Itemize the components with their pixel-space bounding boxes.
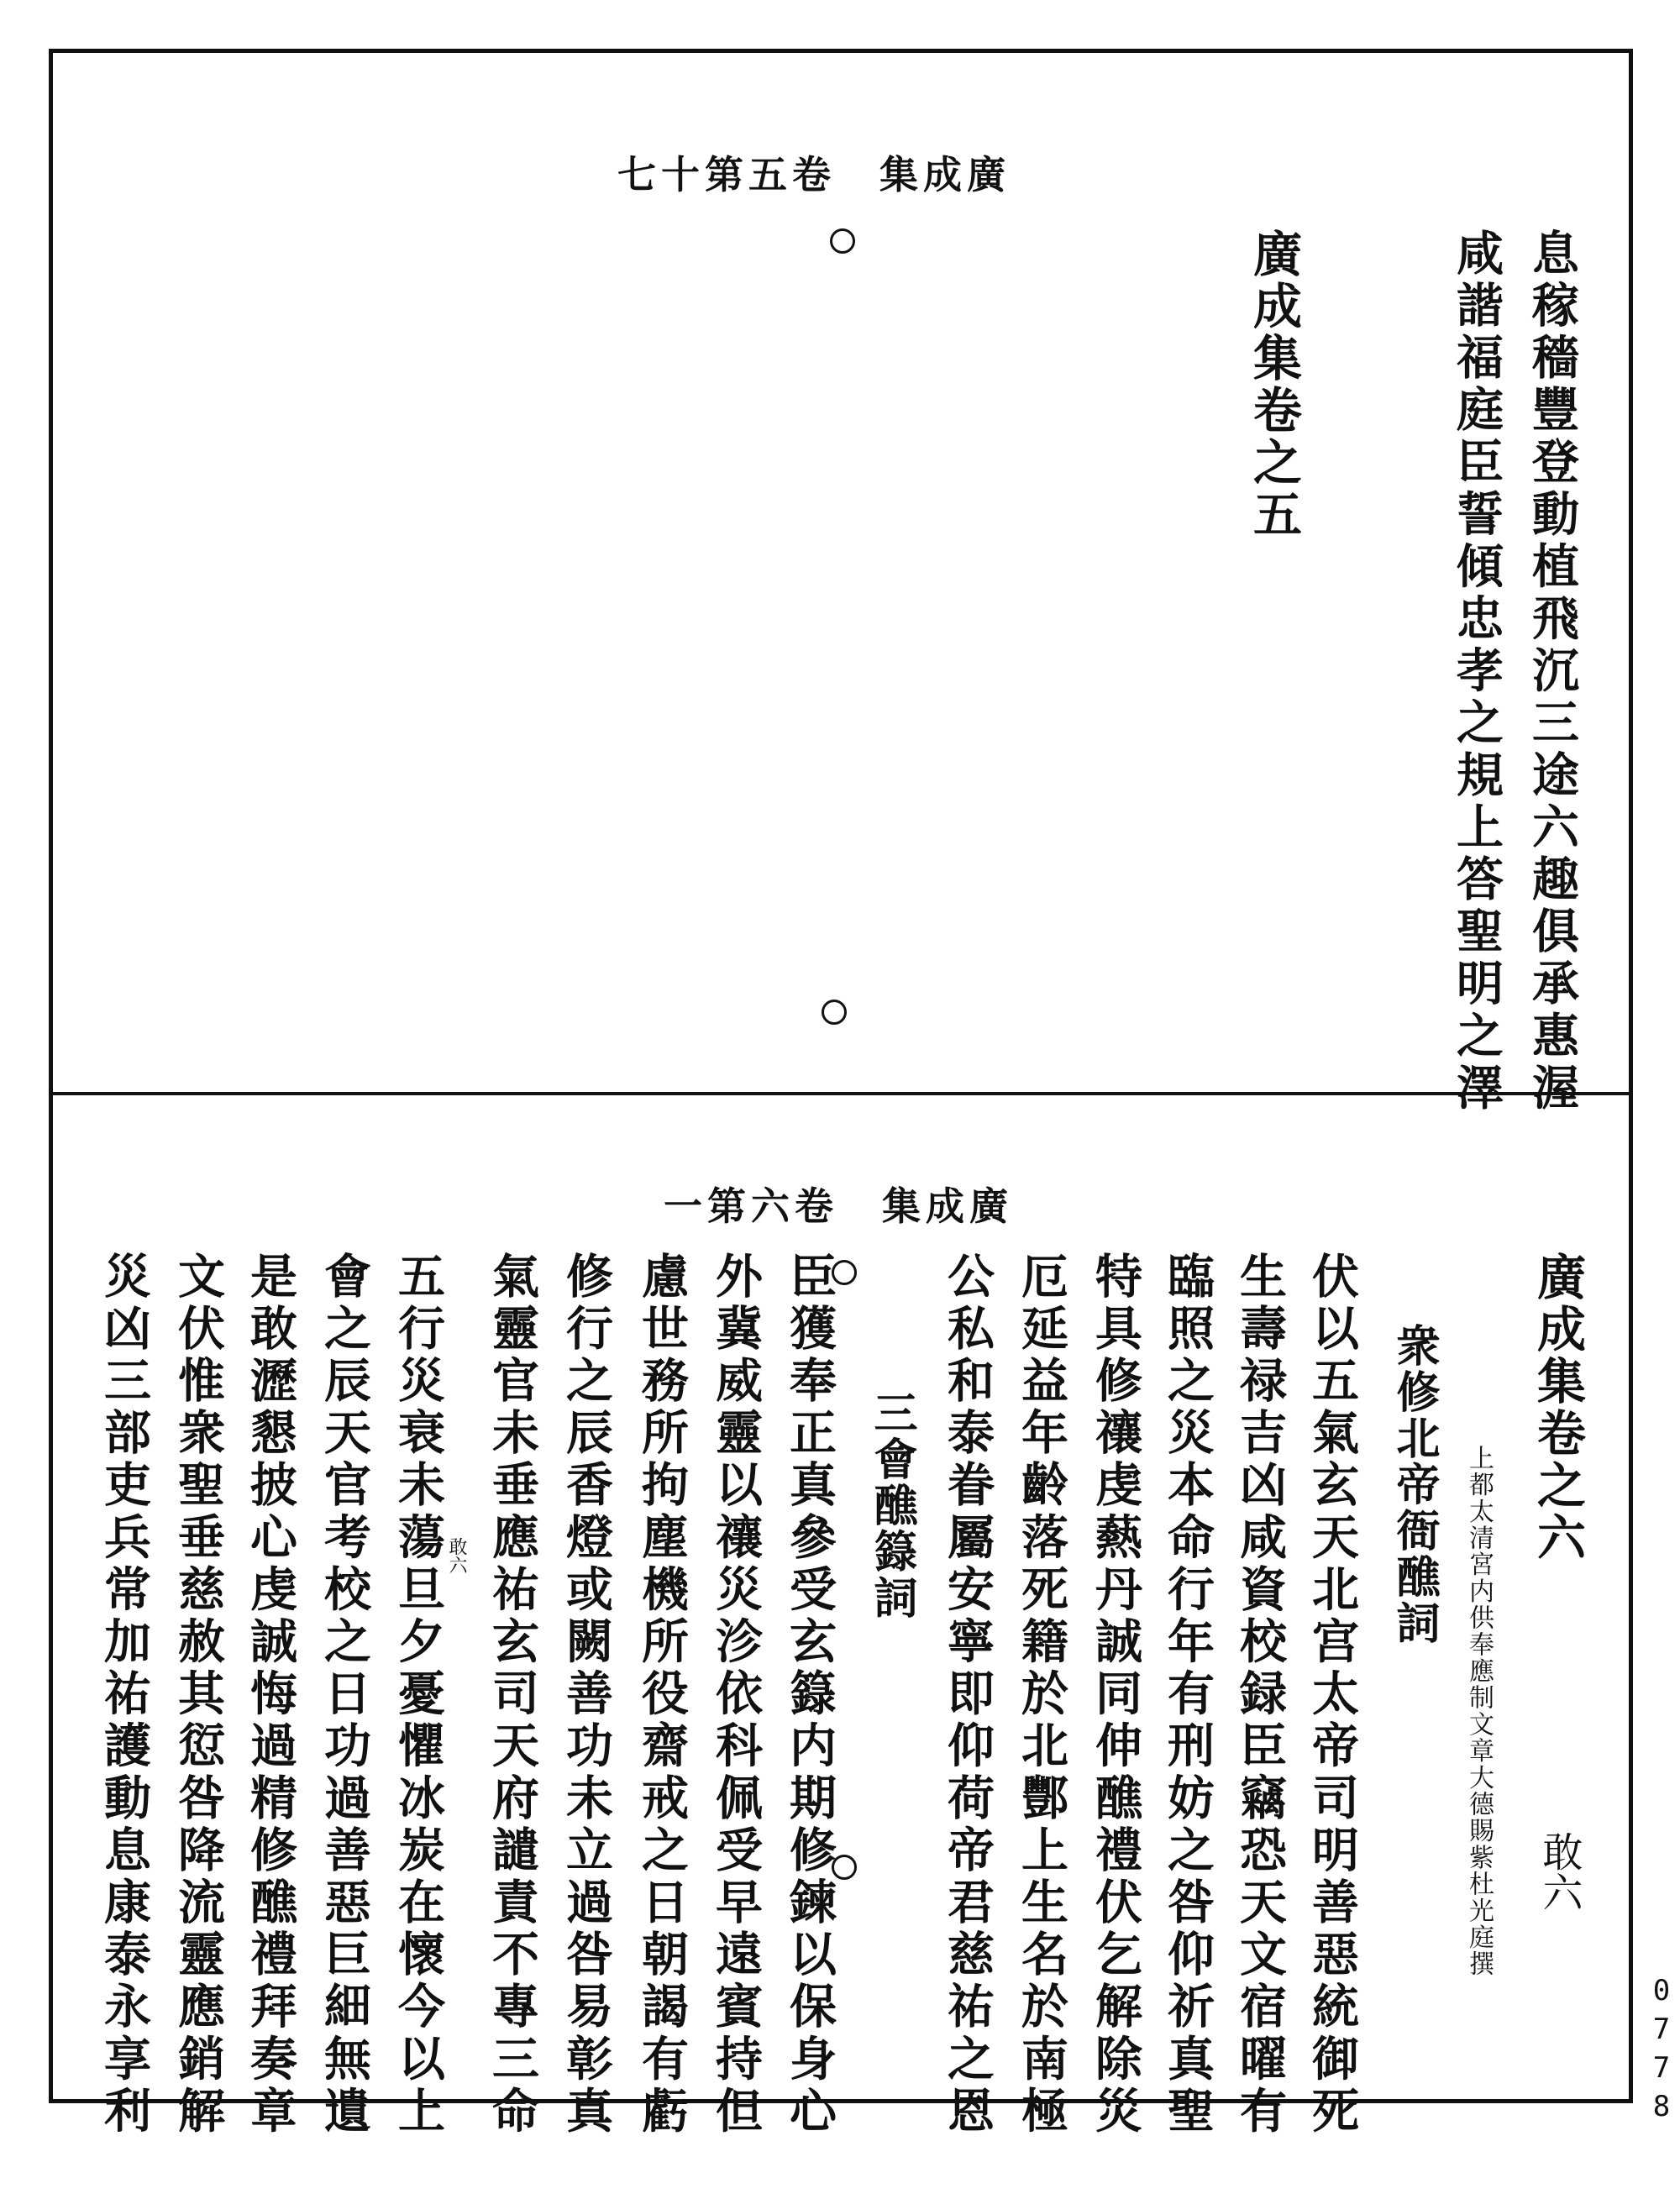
- text-column: 伏以五氣玄天北宫太帝司明善惡統御死: [1305, 1252, 1360, 2139]
- text-column: 息稼穡豐登動植飛沉三途六趣俱承惠渥: [1525, 228, 1580, 1115]
- text-column: 公私和泰眷屬安寧即仰荷帝君慈祐之恩: [940, 1252, 995, 2139]
- volume-end-title: 廣成集卷之五: [1245, 228, 1302, 541]
- volume-marker: 敢六: [1536, 1831, 1583, 1912]
- page-number: 0778: [1645, 1974, 1678, 2128]
- text-column: 文伏惟衆聖垂慈赦其愆咎降流靈應銷解: [171, 1252, 226, 2139]
- text-column: 臣獲奉正真參受玄籙内期修鍊以保身心: [782, 1252, 837, 2139]
- prayer-heading: 衆修北帝衙醮詞: [1389, 1323, 1440, 1646]
- text-column: 修行之辰香燈或闕善功未立過咎易彰真: [559, 1252, 614, 2139]
- text-column: 是敢瀝懇披心虔誠悔過精修醮禮拜奏章: [243, 1252, 298, 2139]
- middle-divider: [53, 1092, 1629, 1095]
- volume-title: 廣成集卷之六: [1529, 1252, 1586, 1564]
- bottom-page-caption: 一第六卷 集成廣: [664, 1183, 1013, 1229]
- text-column: 會之辰天官考校之日功過善惡巨細無遺: [317, 1252, 372, 2139]
- text-column: 生壽禄吉凶咸資校録臣竊恐天文宿曜有: [1232, 1252, 1288, 2139]
- author-line: 上都太清宮内供奉應制文章大德賜紫杜光庭撰: [1464, 1445, 1494, 1977]
- margin-note: 敢六: [446, 1537, 467, 1574]
- text-column: 五行災衰未蕩旦夕憂懼冰炭在懷今以上: [391, 1252, 446, 2139]
- prayer-heading: 三會醮籙詞: [866, 1390, 917, 1621]
- text-column: 臨照之災本命行年有刑妨之咎仰祈真聖: [1160, 1252, 1215, 2139]
- top-page-caption: 七十第五卷 集成廣: [617, 152, 1011, 197]
- text-column: 氣靈官未垂應祐玄司天府譴責不專三命: [485, 1252, 540, 2139]
- text-column: 外冀威靈以禳災沴依科佩受早遠賓持但: [708, 1252, 764, 2139]
- text-column: 災凶三部吏兵常加祐護動息康泰永享利: [97, 1252, 152, 2139]
- text-column: 慮世務所拘塵機所役齋戒之日朝謁有虧: [634, 1252, 690, 2139]
- text-column: 厄延益年齡落死籍於北酆上生名於南極: [1014, 1252, 1069, 2139]
- right-border-rule: [1629, 49, 1632, 2103]
- text-column: 咸諧福庭臣誓傾忠孝之規上答聖明之澤: [1449, 228, 1504, 1115]
- binding-hole-icon: [822, 1000, 847, 1025]
- binding-hole-icon: [830, 228, 855, 254]
- text-column: 特具修禳虔爇丹誠同伸醮禮伏乞解除災: [1088, 1252, 1143, 2139]
